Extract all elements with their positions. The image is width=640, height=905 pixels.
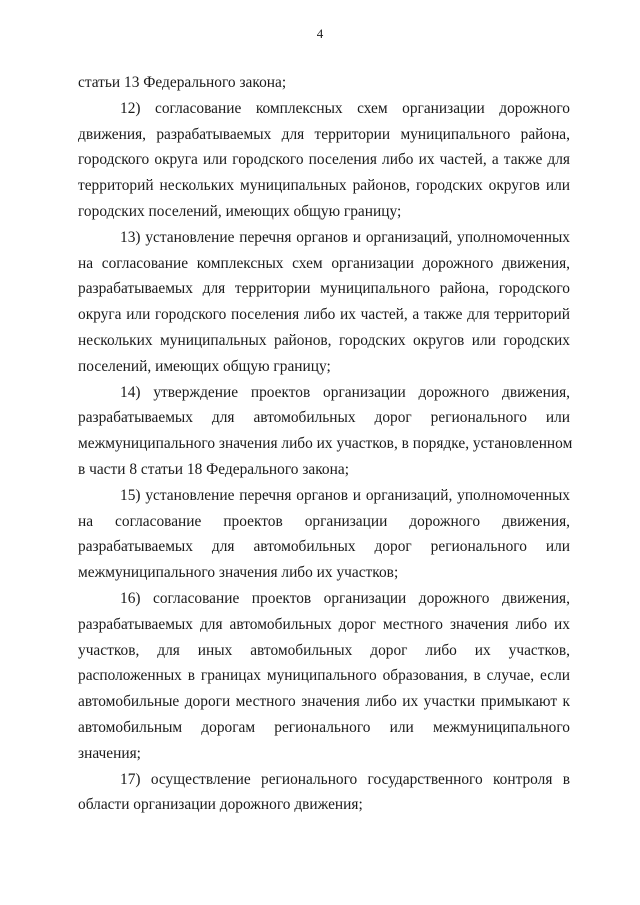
text-line: округа или городского поселения либо их частей, а также для территорий xyxy=(78,306,570,324)
text-line: области организации дорожного движения; xyxy=(78,796,363,814)
text-line: нескольких муниципальных районов, городских округов или городских xyxy=(78,331,570,349)
text-line: межмуниципального значения либо их участков; xyxy=(78,564,399,582)
text-line: в части 8 статьи 18 Федерального закона; xyxy=(78,460,349,478)
text-line: 13) установление перечня органов и организаций, уполномоченных xyxy=(120,228,570,246)
paragraph-item-15 xyxy=(78,483,570,586)
text-line: 15) установление перечня органов и организаций, уполномоченных xyxy=(120,486,570,504)
paragraph-item-17 xyxy=(78,767,570,819)
text-line: межмуниципального значения либо их участков, в порядке, установленном xyxy=(78,435,573,453)
text-line: разрабатываемых для автомобильных дорог местного значения либо их xyxy=(78,615,570,633)
document-body xyxy=(78,70,573,818)
text-line: разрабатываемых для территории муниципального района, городского xyxy=(78,280,570,298)
text-line: разрабатываемых для автомобильных дорог регионального или xyxy=(78,409,570,427)
paragraph-item-13 xyxy=(78,225,570,380)
text-line: территорий нескольких муниципальных районов, городских округов или xyxy=(78,177,570,195)
text-line: на согласование проектов организации дорожного движения, xyxy=(78,512,570,530)
page-number: 4 xyxy=(316,26,324,41)
text-line: разрабатываемых для автомобильных дорог регионального или xyxy=(78,538,570,556)
paragraph-item-12 xyxy=(78,96,570,225)
text-line: городского округа или городского поселения либо их частей, а также для xyxy=(78,151,570,169)
text-line: автомобильным дорогам регионального или межмуниципального xyxy=(78,718,570,736)
text-line: 14) утверждение проектов организации дорожного движения, xyxy=(120,383,570,401)
text-line: 16) согласование проектов организации дорожного движения, xyxy=(120,589,570,607)
text-line: автомобильные дороги местного значения либо их участки примыкают к xyxy=(78,693,570,711)
text-line: значения; xyxy=(78,744,141,762)
text-line: поселений, имеющих общую границу; xyxy=(78,357,331,375)
text-line: статьи 13 Федерального закона; xyxy=(78,74,287,91)
paragraph-continuation xyxy=(78,70,570,96)
text-line: на согласование комплексных схем организации дорожного движения, xyxy=(78,254,570,272)
text-line: городских поселений, имеющих общую границу; xyxy=(78,202,402,220)
text-line: расположенных в границах муниципального образования, в случае, если xyxy=(78,667,570,685)
text-line: 12) согласование комплексных схем организации дорожного xyxy=(120,99,570,117)
text-line: участков, для иных автомобильных дорог либо их участков, xyxy=(78,641,570,659)
text-line: 17) осуществление регионального государственного контроля в xyxy=(120,770,570,788)
text-line: движения, разрабатываемых для территории муниципального района, xyxy=(78,125,570,143)
paragraph-item-14 xyxy=(78,380,573,483)
paragraph-item-16 xyxy=(78,586,570,767)
